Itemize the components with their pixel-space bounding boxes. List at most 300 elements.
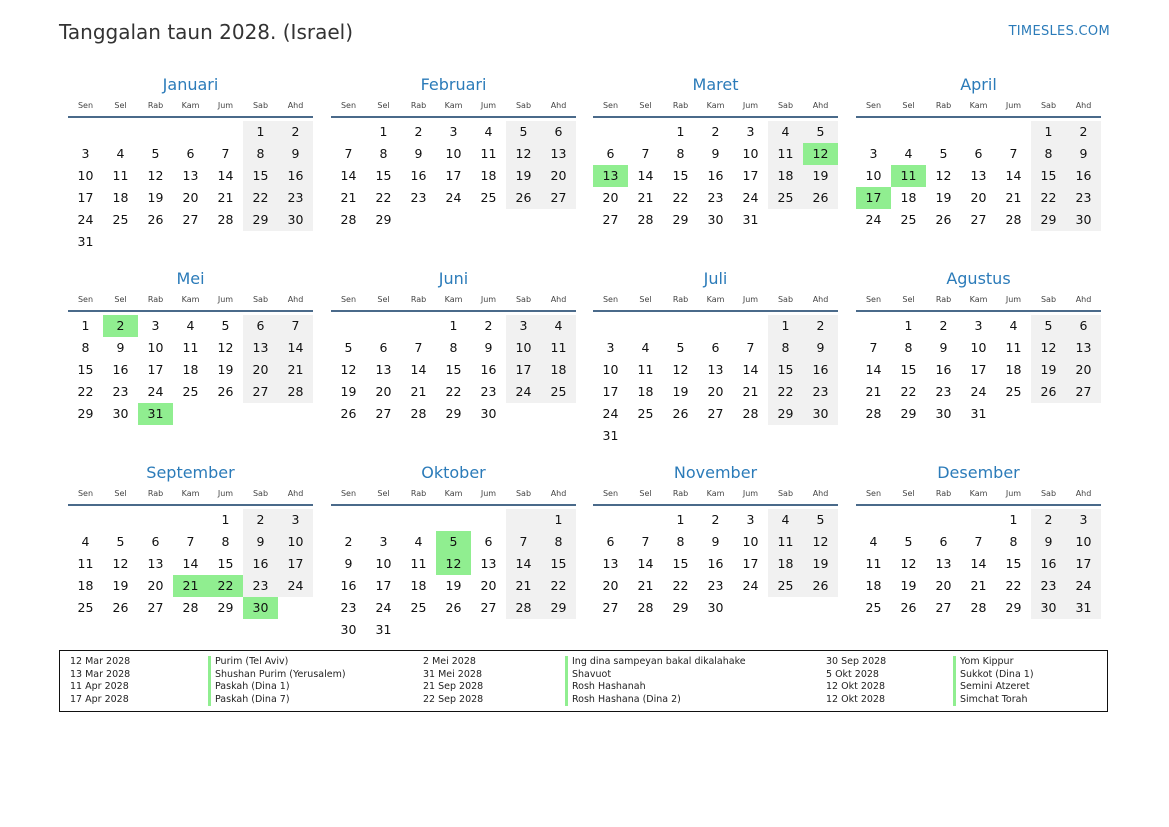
weekday-label: Jum bbox=[1005, 101, 1022, 110]
day-cell: 28 bbox=[865, 406, 882, 421]
day-cell: 4 bbox=[1009, 318, 1018, 333]
day-cell: 1 bbox=[1031, 121, 1066, 143]
day-cell: 30 bbox=[803, 403, 838, 425]
day-cell: 7 bbox=[1009, 146, 1018, 161]
weekday-label: Rab bbox=[672, 489, 689, 498]
empty-cell bbox=[208, 121, 243, 143]
day-cell: 18 bbox=[768, 165, 803, 187]
weekday-label: Ahd bbox=[287, 295, 304, 304]
day-cell: 19 bbox=[935, 190, 952, 205]
day-cell: 27 bbox=[541, 187, 576, 209]
weekday-label: Ahd bbox=[812, 489, 829, 498]
day-grid bbox=[593, 509, 838, 619]
day-cell: 21 bbox=[865, 384, 882, 399]
day-cell: 11 bbox=[891, 165, 926, 187]
day-cell: 13 bbox=[602, 556, 619, 571]
day-cell: 3 bbox=[746, 124, 755, 139]
day-cell: 6 bbox=[711, 340, 720, 355]
day-cell: 21 bbox=[637, 190, 654, 205]
weekday-label: Kam bbox=[181, 489, 200, 498]
day-cell: 14 bbox=[340, 168, 357, 183]
day-cell: 19 bbox=[340, 384, 357, 399]
day-cell: 30 bbox=[278, 209, 313, 231]
weekday-label: Sel bbox=[902, 489, 915, 498]
day-cell: 2 bbox=[1031, 509, 1066, 531]
weekday-label: Ahd bbox=[1075, 489, 1092, 498]
day-cell: 13 bbox=[480, 556, 497, 571]
day-cell: 15 bbox=[1031, 165, 1066, 187]
weekday-label: Kam bbox=[969, 295, 988, 304]
empty-cell bbox=[138, 121, 173, 143]
weekday-label: Jum bbox=[217, 489, 234, 498]
day-cell: 20 bbox=[970, 190, 987, 205]
day-grid bbox=[856, 509, 1101, 619]
empty-cell bbox=[401, 509, 436, 531]
weekday-label: Jum bbox=[480, 101, 497, 110]
day-cell: 23 bbox=[935, 384, 952, 399]
day-cell: 7 bbox=[506, 531, 541, 553]
empty-cell bbox=[138, 231, 173, 253]
day-cell: 4 bbox=[869, 534, 878, 549]
holiday-legend bbox=[59, 650, 1108, 712]
legend-date: 21 Sep 2028 bbox=[423, 681, 484, 692]
weekday-label: Jum bbox=[1005, 295, 1022, 304]
day-cell: 7 bbox=[221, 146, 230, 161]
day-cell: 29 bbox=[1005, 600, 1022, 615]
day-cell: 29 bbox=[900, 406, 917, 421]
day-cell: 27 bbox=[970, 212, 987, 227]
day-cell: 15 bbox=[445, 362, 462, 377]
day-cell: 6 bbox=[186, 146, 195, 161]
day-grid bbox=[68, 509, 313, 619]
day-cell: 22 bbox=[1031, 187, 1066, 209]
legend-holiday-name: Rosh Hashanah bbox=[565, 681, 746, 694]
day-cell: 9 bbox=[414, 146, 423, 161]
divider bbox=[856, 504, 1101, 506]
weekday-label: Sel bbox=[902, 101, 915, 110]
day-cell: 26 bbox=[340, 406, 357, 421]
day-cell: 25 bbox=[1005, 384, 1022, 399]
day-cell: 6 bbox=[1066, 315, 1101, 337]
weekday-label: Sel bbox=[377, 295, 390, 304]
day-cell: 4 bbox=[414, 534, 423, 549]
day-cell: 1 bbox=[379, 124, 388, 139]
day-cell: 2 bbox=[711, 124, 720, 139]
day-cell: 15 bbox=[243, 165, 278, 187]
empty-cell bbox=[663, 315, 698, 337]
divider bbox=[593, 116, 838, 118]
empty-cell bbox=[103, 231, 138, 253]
weekday-label: Rab bbox=[147, 489, 164, 498]
day-cell: 14 bbox=[637, 168, 654, 183]
weekday-label: Sen bbox=[602, 489, 619, 498]
day-cell: 8 bbox=[81, 340, 90, 355]
day-cell: 14 bbox=[278, 337, 313, 359]
day-cell: 25 bbox=[112, 212, 129, 227]
day-cell: 8 bbox=[676, 534, 685, 549]
day-cell: 23 bbox=[1031, 575, 1066, 597]
month-maret bbox=[593, 74, 838, 231]
day-cell: 26 bbox=[112, 600, 129, 615]
day-cell: 17 bbox=[602, 384, 619, 399]
day-cell: 12 bbox=[506, 143, 541, 165]
day-cell: 5 bbox=[939, 146, 948, 161]
day-cell: 13 bbox=[182, 168, 199, 183]
day-cell: 14 bbox=[742, 362, 759, 377]
day-cell: 20 bbox=[147, 578, 164, 593]
day-cell: 3 bbox=[449, 124, 458, 139]
day-cell: 5 bbox=[1031, 315, 1066, 337]
weekday-header bbox=[593, 486, 838, 502]
legend-dates bbox=[423, 656, 483, 706]
legend-names bbox=[953, 656, 1034, 706]
day-cell: 2 bbox=[414, 124, 423, 139]
day-cell: 22 bbox=[77, 384, 94, 399]
day-cell: 24 bbox=[970, 384, 987, 399]
empty-cell bbox=[278, 597, 313, 619]
weekday-label: Rab bbox=[672, 295, 689, 304]
day-cell: 25 bbox=[865, 600, 882, 615]
day-cell: 6 bbox=[541, 121, 576, 143]
month-juli bbox=[593, 268, 838, 447]
weekday-label: Rab bbox=[410, 295, 427, 304]
day-cell: 12 bbox=[1031, 337, 1066, 359]
weekday-label: Jum bbox=[217, 295, 234, 304]
day-cell: 21 bbox=[278, 359, 313, 381]
weekday-label: Rab bbox=[935, 101, 952, 110]
day-grid bbox=[856, 315, 1101, 425]
day-cell: 3 bbox=[1066, 509, 1101, 531]
day-cell: 10 bbox=[865, 168, 882, 183]
weekday-label: Sab bbox=[252, 101, 269, 110]
day-cell: 21 bbox=[217, 190, 234, 205]
day-cell: 20 bbox=[243, 359, 278, 381]
day-cell: 12 bbox=[217, 340, 234, 355]
empty-cell bbox=[401, 619, 436, 641]
legend-holiday-name: Paskah (Dina 1) bbox=[208, 681, 346, 694]
weekday-label: Rab bbox=[935, 489, 952, 498]
legend-date: 11 Apr 2028 bbox=[70, 681, 129, 692]
day-cell: 11 bbox=[637, 362, 654, 377]
day-cell: 19 bbox=[112, 578, 129, 593]
day-cell: 17 bbox=[506, 359, 541, 381]
legend-dates bbox=[70, 656, 130, 706]
day-cell: 22 bbox=[375, 190, 392, 205]
weekday-label: Sen bbox=[865, 489, 882, 498]
empty-cell bbox=[103, 121, 138, 143]
day-cell: 28 bbox=[278, 381, 313, 403]
day-cell: 10 bbox=[742, 146, 759, 161]
day-cell: 17 bbox=[77, 190, 94, 205]
day-cell: 14 bbox=[217, 168, 234, 183]
day-cell: 13 bbox=[935, 556, 952, 571]
day-cell: 29 bbox=[217, 600, 234, 615]
day-cell: 11 bbox=[541, 337, 576, 359]
day-cell: 27 bbox=[147, 600, 164, 615]
empty-cell bbox=[663, 425, 698, 447]
weekday-label: Kam bbox=[444, 489, 463, 498]
day-cell: 13 bbox=[1066, 337, 1101, 359]
day-cell: 23 bbox=[243, 575, 278, 597]
day-grid bbox=[331, 509, 576, 641]
month-oktober bbox=[331, 462, 576, 641]
day-cell: 2 bbox=[344, 534, 353, 549]
weekday-label: Sab bbox=[515, 295, 532, 304]
weekday-label: Sab bbox=[777, 101, 794, 110]
day-cell: 29 bbox=[243, 209, 278, 231]
weekday-label: Ahd bbox=[550, 295, 567, 304]
month-februari bbox=[331, 74, 576, 231]
day-cell: 17 bbox=[1066, 553, 1101, 575]
day-cell: 18 bbox=[77, 578, 94, 593]
day-cell: 29 bbox=[1031, 209, 1066, 231]
weekday-header bbox=[68, 98, 313, 114]
day-cell: 25 bbox=[182, 384, 199, 399]
day-cell: 6 bbox=[606, 534, 615, 549]
weekday-header bbox=[68, 292, 313, 308]
day-cell: 31 bbox=[375, 622, 392, 637]
legend-holiday-name: Paskah (Dina 7) bbox=[208, 694, 346, 707]
day-cell: 24 bbox=[742, 578, 759, 593]
day-cell: 28 bbox=[637, 212, 654, 227]
day-cell: 30 bbox=[340, 622, 357, 637]
empty-cell bbox=[471, 509, 506, 531]
day-cell: 26 bbox=[803, 575, 838, 597]
day-cell: 31 bbox=[77, 234, 94, 249]
day-cell: 29 bbox=[77, 406, 94, 421]
day-cell: 20 bbox=[1066, 359, 1101, 381]
day-cell: 6 bbox=[151, 534, 160, 549]
day-cell: 17 bbox=[375, 578, 392, 593]
day-cell: 21 bbox=[506, 575, 541, 597]
legend-date: 12 Okt 2028 bbox=[826, 693, 886, 705]
day-cell: 7 bbox=[344, 146, 353, 161]
day-cell: 31 bbox=[138, 403, 173, 425]
day-cell: 30 bbox=[935, 406, 952, 421]
month-name: Februari bbox=[420, 75, 487, 94]
legend-holiday-name: Rosh Hashana (Dina 2) bbox=[565, 694, 746, 707]
day-cell: 15 bbox=[77, 362, 94, 377]
day-cell: 4 bbox=[768, 121, 803, 143]
legend-date: 12 Mar 2028 bbox=[70, 656, 131, 667]
day-cell: 16 bbox=[243, 553, 278, 575]
day-cell: 23 bbox=[410, 190, 427, 205]
day-cell: 30 bbox=[707, 600, 724, 615]
weekday-label: Sab bbox=[515, 489, 532, 498]
day-cell: 8 bbox=[243, 143, 278, 165]
weekday-label: Kam bbox=[181, 295, 200, 304]
month-name: Januari bbox=[162, 75, 219, 94]
empty-cell bbox=[768, 209, 803, 231]
legend-date: 5 Okt 2028 bbox=[826, 668, 879, 680]
weekday-header bbox=[331, 486, 576, 502]
empty-cell bbox=[278, 231, 313, 253]
day-cell: 25 bbox=[410, 600, 427, 615]
month-name: Mei bbox=[176, 269, 205, 288]
empty-cell bbox=[331, 509, 366, 531]
day-grid bbox=[593, 121, 838, 231]
day-cell: 28 bbox=[742, 406, 759, 421]
day-cell: 28 bbox=[410, 406, 427, 421]
day-cell: 11 bbox=[112, 168, 129, 183]
day-cell: 17 bbox=[742, 168, 759, 183]
day-cell: 19 bbox=[1031, 359, 1066, 381]
empty-cell bbox=[628, 509, 663, 531]
day-cell: 6 bbox=[484, 534, 493, 549]
day-cell: 2 bbox=[939, 318, 948, 333]
day-cell: 10 bbox=[375, 556, 392, 571]
day-cell: 26 bbox=[445, 600, 462, 615]
empty-cell bbox=[628, 315, 663, 337]
day-cell: 3 bbox=[869, 146, 878, 161]
day-cell: 10 bbox=[1066, 531, 1101, 553]
day-cell: 5 bbox=[676, 340, 685, 355]
day-cell: 13 bbox=[147, 556, 164, 571]
weekday-label: Jum bbox=[742, 101, 759, 110]
day-cell: 18 bbox=[182, 362, 199, 377]
day-cell: 28 bbox=[217, 212, 234, 227]
brand-link[interactable]: TIMESLES.COM bbox=[1008, 24, 1110, 39]
empty-cell bbox=[593, 315, 628, 337]
day-cell: 31 bbox=[1066, 597, 1101, 619]
day-cell: 3 bbox=[506, 315, 541, 337]
day-cell: 5 bbox=[344, 340, 353, 355]
day-cell: 24 bbox=[602, 406, 619, 421]
day-cell: 16 bbox=[935, 362, 952, 377]
weekday-label: Ahd bbox=[1075, 295, 1092, 304]
weekday-label: Kam bbox=[181, 101, 200, 110]
weekday-label: Sen bbox=[865, 101, 882, 110]
day-cell: 19 bbox=[672, 384, 689, 399]
day-cell: 13 bbox=[593, 165, 628, 187]
weekday-header bbox=[593, 98, 838, 114]
day-cell: 16 bbox=[707, 556, 724, 571]
day-cell: 1 bbox=[904, 318, 913, 333]
day-grid bbox=[593, 315, 838, 447]
empty-cell bbox=[961, 121, 996, 143]
weekday-label: Jum bbox=[742, 295, 759, 304]
day-cell: 5 bbox=[151, 146, 160, 161]
day-cell: 7 bbox=[641, 534, 650, 549]
day-cell: 4 bbox=[484, 124, 493, 139]
empty-cell bbox=[628, 121, 663, 143]
day-cell: 25 bbox=[768, 187, 803, 209]
month-name: Oktober bbox=[421, 463, 486, 482]
empty-cell bbox=[173, 403, 208, 425]
weekday-label: Jum bbox=[742, 489, 759, 498]
day-cell: 9 bbox=[939, 340, 948, 355]
day-cell: 22 bbox=[672, 578, 689, 593]
weekday-label: Sel bbox=[639, 489, 652, 498]
day-cell: 5 bbox=[803, 121, 838, 143]
day-cell: 11 bbox=[182, 340, 199, 355]
day-cell: 22 bbox=[768, 381, 803, 403]
day-cell: 8 bbox=[676, 146, 685, 161]
weekday-label: Sen bbox=[77, 295, 94, 304]
day-cell: 10 bbox=[506, 337, 541, 359]
day-cell: 26 bbox=[1031, 381, 1066, 403]
day-cell: 15 bbox=[375, 168, 392, 183]
day-cell: 16 bbox=[707, 168, 724, 183]
day-cell: 2 bbox=[711, 512, 720, 527]
empty-cell bbox=[401, 209, 436, 231]
empty-cell bbox=[961, 509, 996, 531]
day-cell: 3 bbox=[81, 146, 90, 161]
day-cell: 24 bbox=[742, 190, 759, 205]
day-cell: 2 bbox=[1066, 121, 1101, 143]
day-cell: 23 bbox=[278, 187, 313, 209]
day-cell: 17 bbox=[970, 362, 987, 377]
day-cell: 27 bbox=[375, 406, 392, 421]
day-cell: 15 bbox=[900, 362, 917, 377]
divider bbox=[68, 310, 313, 312]
day-cell: 30 bbox=[480, 406, 497, 421]
day-cell: 20 bbox=[480, 578, 497, 593]
day-cell: 13 bbox=[375, 362, 392, 377]
day-cell: 9 bbox=[1066, 143, 1101, 165]
weekday-label: Rab bbox=[410, 101, 427, 110]
divider bbox=[593, 504, 838, 506]
day-cell: 2 bbox=[243, 509, 278, 531]
day-cell: 6 bbox=[606, 146, 615, 161]
day-cell: 12 bbox=[340, 362, 357, 377]
day-cell: 28 bbox=[637, 600, 654, 615]
day-cell: 13 bbox=[970, 168, 987, 183]
weekday-label: Kam bbox=[969, 101, 988, 110]
day-cell: 2 bbox=[103, 315, 138, 337]
day-cell: 12 bbox=[112, 556, 129, 571]
empty-cell bbox=[243, 403, 278, 425]
empty-cell bbox=[891, 509, 926, 531]
day-cell: 8 bbox=[379, 146, 388, 161]
day-cell: 2 bbox=[484, 318, 493, 333]
month-april bbox=[856, 74, 1101, 231]
day-cell: 3 bbox=[278, 509, 313, 531]
day-cell: 9 bbox=[1031, 531, 1066, 553]
day-cell: 27 bbox=[182, 212, 199, 227]
day-cell: 27 bbox=[1066, 381, 1101, 403]
empty-cell bbox=[436, 209, 471, 231]
day-cell: 11 bbox=[768, 531, 803, 553]
weekday-label: Sab bbox=[252, 295, 269, 304]
legend-holiday-name: Shavuot bbox=[565, 669, 746, 682]
day-cell: 29 bbox=[768, 403, 803, 425]
day-cell: 23 bbox=[480, 384, 497, 399]
month-name: April bbox=[960, 75, 997, 94]
day-cell: 10 bbox=[742, 534, 759, 549]
day-cell: 20 bbox=[182, 190, 199, 205]
day-cell: 29 bbox=[445, 406, 462, 421]
weekday-header bbox=[856, 486, 1101, 502]
day-cell: 31 bbox=[970, 406, 987, 421]
weekday-label: Ahd bbox=[550, 101, 567, 110]
month-name: Juli bbox=[703, 269, 728, 288]
empty-cell bbox=[541, 619, 576, 641]
divider bbox=[856, 116, 1101, 118]
legend-names bbox=[208, 656, 346, 706]
weekday-label: Kam bbox=[706, 101, 725, 110]
empty-cell bbox=[173, 509, 208, 531]
day-cell: 20 bbox=[707, 384, 724, 399]
day-cell: 11 bbox=[77, 556, 94, 571]
day-cell: 23 bbox=[803, 381, 838, 403]
legend-dates bbox=[826, 656, 886, 706]
day-cell: 27 bbox=[480, 600, 497, 615]
empty-cell bbox=[768, 425, 803, 447]
day-cell: 29 bbox=[541, 597, 576, 619]
empty-cell bbox=[68, 121, 103, 143]
weekday-header bbox=[593, 292, 838, 308]
